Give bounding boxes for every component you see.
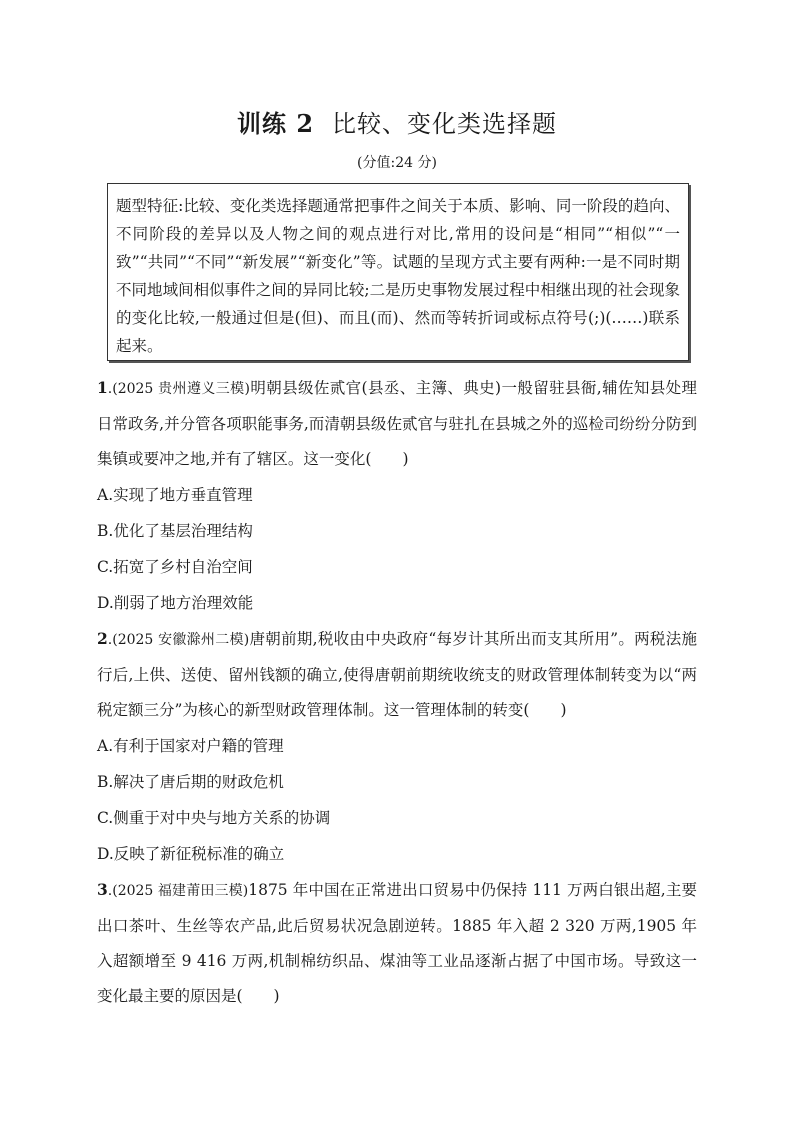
option-a[interactable]: A.实现了地方垂直管理 [97,486,253,504]
option-d[interactable]: D.反映了新征税标准的确立 [97,845,285,863]
question-text: 1875 年中国在正常进出口贸易中仍保持 111 万两白银出超,主要出口茶叶、生丝等农产品,此后贸易状况急剧逆转。1885 年入超 2 320 万两,1905 年入超额增至 9 416 万两,机制棉纺织品、煤油等工业品逐渐占据了中国市场。导致这一变化最主要的原因是( ) [97,881,698,1005]
question-source: .(2025 贵州遵义三模) [107,381,250,397]
option-b[interactable]: B.优化了基层治理结构 [97,522,253,540]
title-number: 训练 2 [236,109,315,138]
question-number: 2 [97,629,108,648]
score-note: (分值:24 分) [357,155,437,171]
question-source: .(2025 安徽滁州二模) [107,632,250,648]
title-text: 比较、变化类选择题 [332,110,558,138]
question-list [97,370,697,1014]
question-stem [97,621,697,728]
question-text: 唐朝前期,税收由中央政府“每岁计其所出而支其所用”。两税法施行后,上供、送使、留州钱额的确立,使得唐朝前期统收统支的财政管理体制转变为以“两税定额三分”为核心的新型财政管理体制。这一管理体制的转变( ) [97,630,697,719]
question-type-feature-box [107,183,689,361]
question-source: .(2025 福建莆田三模) [107,883,249,899]
option-b[interactable]: B.解决了唐后期的财政危机 [97,773,284,791]
question-stem [97,872,697,1014]
option-d[interactable]: D.削弱了地方治理效能 [97,594,254,612]
question-text: 明朝县级佐贰官(县丞、主簿、典史)一般留驻县衙,辅佐知县处理日常政务,并分管各项职能事务,而清朝县级佐贰官与驻扎在县城之外的巡检司纷纷分防到集镇或要冲之地,并有了辖区。这一变化( ) [97,379,698,468]
question-number: 1 [97,378,108,397]
feature-text: 题型特征:比较、变化类选择题通常把事件之间关于本质、影响、同一阶段的趋向、不同阶段的差异以及人物之间的观点进行对比,常用的设问是“相同”“相似”“一致”“共同”“不同”“新发展”“新变化”等。试题的呈现方式主要有两种:一是不同时期不同地域间相似事件之间的异同比较;二是历史事物发展过程中相继出现的社会现象的变化比较,一般通过但是(但)、而且(而)、然而等转折词或标点符号(;)(……)联系起来。 [116,197,680,355]
question-stem [97,370,697,477]
question-number: 3 [97,880,108,899]
option-a[interactable]: A.有利于国家对户籍的管理 [97,737,284,755]
question-3 [97,872,697,1014]
option-c[interactable]: C.拓宽了乡村自治空间 [97,558,253,576]
page-title [0,104,794,139]
question-2 [97,621,697,872]
option-c[interactable]: C.侧重于对中央与地方关系的协调 [97,809,331,827]
question-1 [97,370,697,621]
